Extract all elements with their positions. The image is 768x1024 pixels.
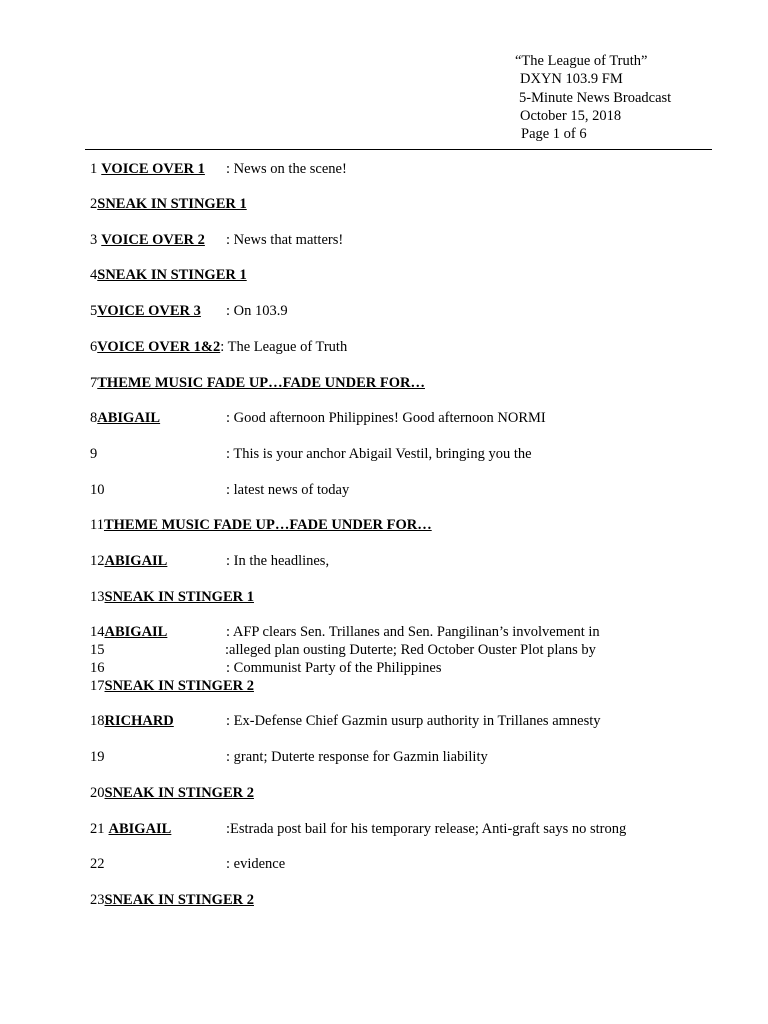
script-line	[90, 659, 442, 677]
line-number: 5	[90, 303, 98, 319]
script-line	[90, 623, 600, 641]
cue-label: SNEAK IN STINGER 1	[97, 196, 247, 212]
speaker-label: VOICE OVER 1&2	[97, 339, 221, 355]
speaker-label: RICHARD	[104, 713, 174, 729]
script-line	[90, 445, 532, 463]
script-line	[90, 409, 546, 427]
line-number: 7	[90, 375, 98, 391]
speaker-label: VOICE OVER 1	[101, 161, 205, 177]
cue-label: SNEAK IN STINGER 1	[97, 267, 247, 283]
line-text: : Communist Party of the Philippines	[226, 660, 442, 676]
script-line	[90, 516, 432, 534]
line-number: 10	[90, 482, 105, 498]
cue-label: SNEAK IN STINGER 2	[104, 785, 254, 801]
cue-label: SNEAK IN STINGER 2	[104, 892, 254, 908]
line-number: 23	[90, 892, 105, 908]
script-line	[90, 641, 596, 659]
speaker-label: ABIGAIL	[108, 821, 172, 837]
speaker-label: ABIGAIL	[97, 410, 161, 426]
line-text: : AFP clears Sen. Trillanes and Sen. Pangilinan’s involvement in	[226, 624, 600, 640]
document-header	[515, 52, 671, 143]
script-line	[90, 231, 344, 249]
line-number: 20	[90, 785, 105, 801]
line-number: 11	[90, 517, 104, 533]
line-text: : News on the scene!	[226, 161, 347, 177]
script-line	[90, 374, 425, 392]
line-number: 1	[90, 161, 98, 177]
script-line	[90, 820, 627, 838]
script-line	[90, 552, 330, 570]
script-line	[90, 677, 254, 695]
script-line	[90, 195, 247, 213]
line-number: 18	[90, 713, 105, 729]
cue-label: THEME MUSIC FADE UP…FADE UNDER FOR…	[103, 517, 432, 533]
line-number: 9	[90, 446, 98, 462]
page-indicator: Page 1 of 6	[521, 126, 587, 143]
line-number: 2	[90, 196, 98, 212]
line-number: 19	[90, 749, 105, 765]
cue-label: SNEAK IN STINGER 2	[104, 678, 254, 694]
line-text: : Ex-Defense Chief Gazmin usurp authority in Trillanes amnesty	[226, 713, 601, 729]
script-line	[90, 160, 347, 178]
line-number: 17	[90, 678, 105, 694]
line-number: 22	[90, 856, 105, 872]
line-number: 14	[90, 624, 105, 640]
line-text: : grant; Duterte response for Gazmin liability	[226, 749, 488, 765]
script-line	[90, 748, 488, 766]
line-number: 13	[90, 589, 105, 605]
script-line	[90, 712, 601, 730]
line-text: :Estrada post bail for his temporary release; Anti-graft says no strong	[226, 821, 627, 837]
script-line	[90, 588, 254, 606]
script-line	[90, 338, 347, 356]
line-text: : In the headlines,	[226, 553, 330, 569]
line-number: 3	[90, 232, 98, 248]
speaker-label: VOICE OVER 3	[97, 303, 201, 319]
broadcast-date: October 15, 2018	[520, 107, 622, 124]
station-name: DXYN 103.9 FM	[520, 71, 623, 88]
script-line	[90, 891, 254, 909]
line-number: 4	[90, 267, 98, 283]
line-text: :alleged plan ousting Duterte; Red October Ouster Plot plans by	[225, 642, 596, 658]
script-line	[90, 481, 350, 499]
script-line	[90, 302, 288, 320]
line-text: : latest news of today	[226, 482, 350, 498]
script-line	[90, 855, 286, 873]
line-number: 6	[90, 339, 98, 355]
line-number: 12	[90, 553, 105, 569]
cue-label: SNEAK IN STINGER 1	[104, 589, 254, 605]
line-number: 8	[90, 410, 98, 426]
line-text: : Good afternoon Philippines! Good afternoon NORMI	[226, 410, 546, 426]
line-number: 21	[90, 821, 105, 837]
speaker-label: ABIGAIL	[104, 553, 168, 569]
header-divider	[85, 149, 712, 150]
line-text: : This is your anchor Abigail Vestil, bringing you the	[226, 446, 532, 462]
line-number: 15	[90, 642, 105, 658]
broadcast-type: 5-Minute News Broadcast	[519, 89, 672, 106]
speaker-label: VOICE OVER 2	[101, 232, 205, 248]
line-text: : The League of Truth	[220, 339, 348, 355]
line-text: : evidence	[226, 856, 286, 872]
script-line	[90, 266, 247, 284]
line-text: : News that matters!	[226, 232, 344, 248]
line-text: : On 103.9	[226, 303, 288, 319]
line-number: 16	[90, 660, 105, 676]
script-line	[90, 784, 254, 802]
program-title: “The League of Truth”	[515, 53, 648, 69]
speaker-label: ABIGAIL	[104, 624, 168, 640]
cue-label: THEME MUSIC FADE UP…FADE UNDER FOR…	[97, 375, 425, 391]
